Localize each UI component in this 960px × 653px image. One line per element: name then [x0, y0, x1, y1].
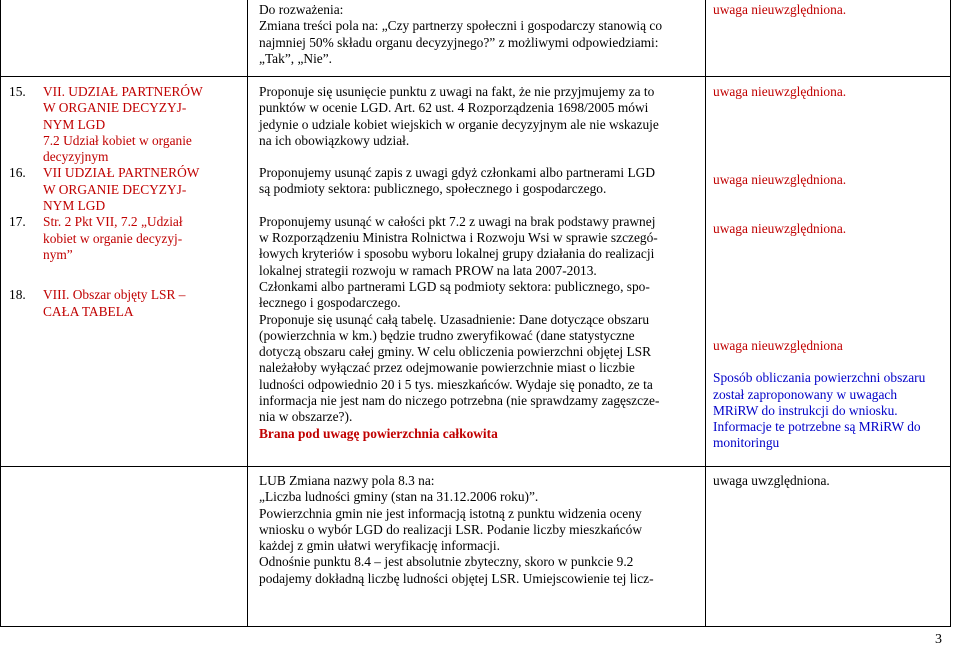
text-line: nia w obszarze?).: [259, 409, 353, 425]
text-line: należałoby wyłączać przez odejmowanie powierzchnie miast o liczbie: [259, 360, 635, 376]
text-line: Proponujemy usunąć w całości pkt 7.2 z uwagi na brak podstawy prawnej: [259, 213, 656, 229]
text-line: lokalnej strategii rozwoju w ramach PROW na lata 2007-2013.: [259, 262, 597, 278]
status-text: uwaga nieuwzględniona.: [713, 221, 847, 236]
text-line: Proponujemy usunąć zapis z uwagi gdyż członkami albo partnerami LGD: [259, 165, 656, 181]
text-line: punktów w ocenie LGD. Art. 62 ust. 4 Rozporządzenia 1698/2005 mówi: [259, 100, 649, 116]
item-15: [9, 84, 243, 165]
comment-16: [259, 165, 701, 198]
highlight-note: Brana pod uwagę powierzchnia całkowita: [259, 425, 498, 441]
text-line: są podmioty sektora: publicznego, społecznego i gospodarczego.: [259, 181, 607, 197]
last-row-middle: [259, 473, 701, 587]
item-line: NYM LGD: [43, 198, 106, 214]
row1-status: [713, 2, 945, 18]
item-number: 15.: [9, 84, 26, 99]
status-text: uwaga uwzględniona.: [713, 473, 830, 488]
note-line: MRiRW do instrukcji do wniosku.: [713, 402, 898, 418]
text-line: (powierzchnia w km.) będzie trudno zweryfikować (dane statystyczne: [259, 327, 635, 343]
status-text: uwaga nieuwzględniona.: [713, 2, 847, 17]
text-line: w Rozporządzeniu Ministra Rolnictwa i Rozwoju Wsi w sprawie szczegó-: [259, 230, 658, 246]
text-line: każdej z gmin ułatwi weryfikację informacji.: [259, 538, 500, 554]
text-line: „Liczba ludności gminy (stan na 31.12.2006 roku)”.: [259, 489, 539, 505]
comment-18: [259, 312, 701, 442]
row1-middle-text: [259, 2, 699, 67]
status-block-18: [713, 338, 947, 452]
text-line: jedynie o udziale kobiet wiejskich w organie decyzyjnym ale nie wskazuje: [259, 116, 659, 132]
comment-15: [259, 84, 701, 149]
item-line: VIII. Obszar objęty LSR –: [43, 287, 186, 303]
text-line: Proponuje się usunąć całą tabelę. Uzasadnienie: Dane dotyczące obszaru: [259, 311, 650, 327]
item-17: [9, 214, 243, 263]
text-line: wniosku o wybór LGD do realizacji LSR. Podanie liczby mieszkańców: [259, 521, 643, 537]
text-line: Powierzchnia gmin nie jest informacją istotną z punktu widzenia oceny: [259, 505, 642, 521]
last-row-status: [713, 473, 947, 489]
note-line: Sposób obliczania powierzchni obszaru: [713, 370, 926, 386]
text-line: Do rozważenia:: [259, 2, 344, 17]
status-text: uwaga nieuwzględniona.: [713, 84, 847, 99]
text-line: na ich obowiązkowy udział.: [259, 132, 410, 148]
item-line: decyzyjnym: [43, 149, 109, 165]
text-line: Zmiana treści pola na: „Czy partnerzy społeczni i gospodarczy stanowią co: [259, 18, 663, 34]
item-line: W ORGANIE DECYZYJ-: [43, 100, 187, 116]
note-line: monitoringu: [713, 435, 780, 451]
text-line: ludności odpowiednio 20 i 5 tys. mieszkańców. Wydaje się ponadto, ze ta: [259, 376, 653, 392]
middle-comments: [259, 84, 701, 442]
note-line: Informacje te potrzebne są MRiRW do: [713, 419, 921, 435]
text-line: informacja nie jest nam do niczego potrzebna (nie sprawdzamy zagęszcze-: [259, 393, 660, 409]
text-line: Członkami albo partnerami LGD są podmioty sektora: publicznego, spo-: [259, 278, 650, 294]
item-number: 16.: [9, 165, 26, 181]
left-column: [9, 84, 243, 320]
item-18: [9, 287, 243, 320]
note-line: został zaproponowany w uwagach: [713, 386, 898, 402]
text-line: Odnośnie punktu 8.4 – jest absolutnie zbyteczny, skoro w punkcie 9.2: [259, 554, 634, 570]
row-divider-2: [0, 466, 951, 467]
item-line: nym”: [43, 246, 73, 262]
item-line: kobiet w organie decyzyj-: [43, 230, 183, 246]
item-line: Str. 2 Pkt VII, 7.2 „Udział: [43, 214, 183, 230]
item-line: W ORGANIE DECYZYJ-: [43, 181, 187, 197]
table-border-bottom: [0, 626, 951, 627]
table-border-left: [0, 0, 1, 627]
text-line: najmniej 50% składu organu decyzyjnego?” z możliwymi odpowiedziami:: [259, 34, 659, 50]
item-line: NYM LGD: [43, 116, 106, 132]
comment-17: [259, 214, 701, 312]
column-divider-1: [247, 0, 248, 627]
item-line: 7.2 Udział kobiet w organie: [43, 132, 192, 148]
item-number: 17.: [9, 214, 26, 230]
item-line: VII. UDZIAŁ PARTNERÓW: [43, 84, 203, 99]
text-line: LUB Zmiana nazwy pola 8.3 na:: [259, 473, 435, 488]
table-border-right: [950, 0, 951, 627]
item-number: 18.: [9, 287, 26, 303]
text-line: Proponuje się usunięcie punktu z uwagi na fakt, że nie przyjmujemy za to: [259, 84, 655, 99]
text-line: podajemy dokładną liczbę ludności objętej LSR. Umiejscowienie tej licz-: [259, 570, 654, 586]
text-line: „Tak”, „Nie”.: [259, 50, 333, 66]
text-line: łowych kryteriów i sposobu wyboru lokalnej grupy działania do realizacji: [259, 246, 655, 262]
text-line: łecznego i gospodarczego.: [259, 295, 401, 311]
item-line: VII UDZIAŁ PARTNERÓW: [43, 165, 200, 181]
item-line: CAŁA TABELA: [43, 303, 134, 319]
page-number: 3: [935, 632, 942, 647]
status-text: uwaga nieuwzględniona: [713, 338, 843, 353]
item-16: [9, 165, 243, 214]
column-divider-2: [705, 0, 706, 627]
status-text: uwaga nieuwzględniona.: [713, 172, 847, 187]
text-line: dotyczą obszaru całej gminy. W celu obliczenia powierzchni objętej LSR: [259, 344, 652, 360]
row-divider-1: [0, 76, 951, 77]
